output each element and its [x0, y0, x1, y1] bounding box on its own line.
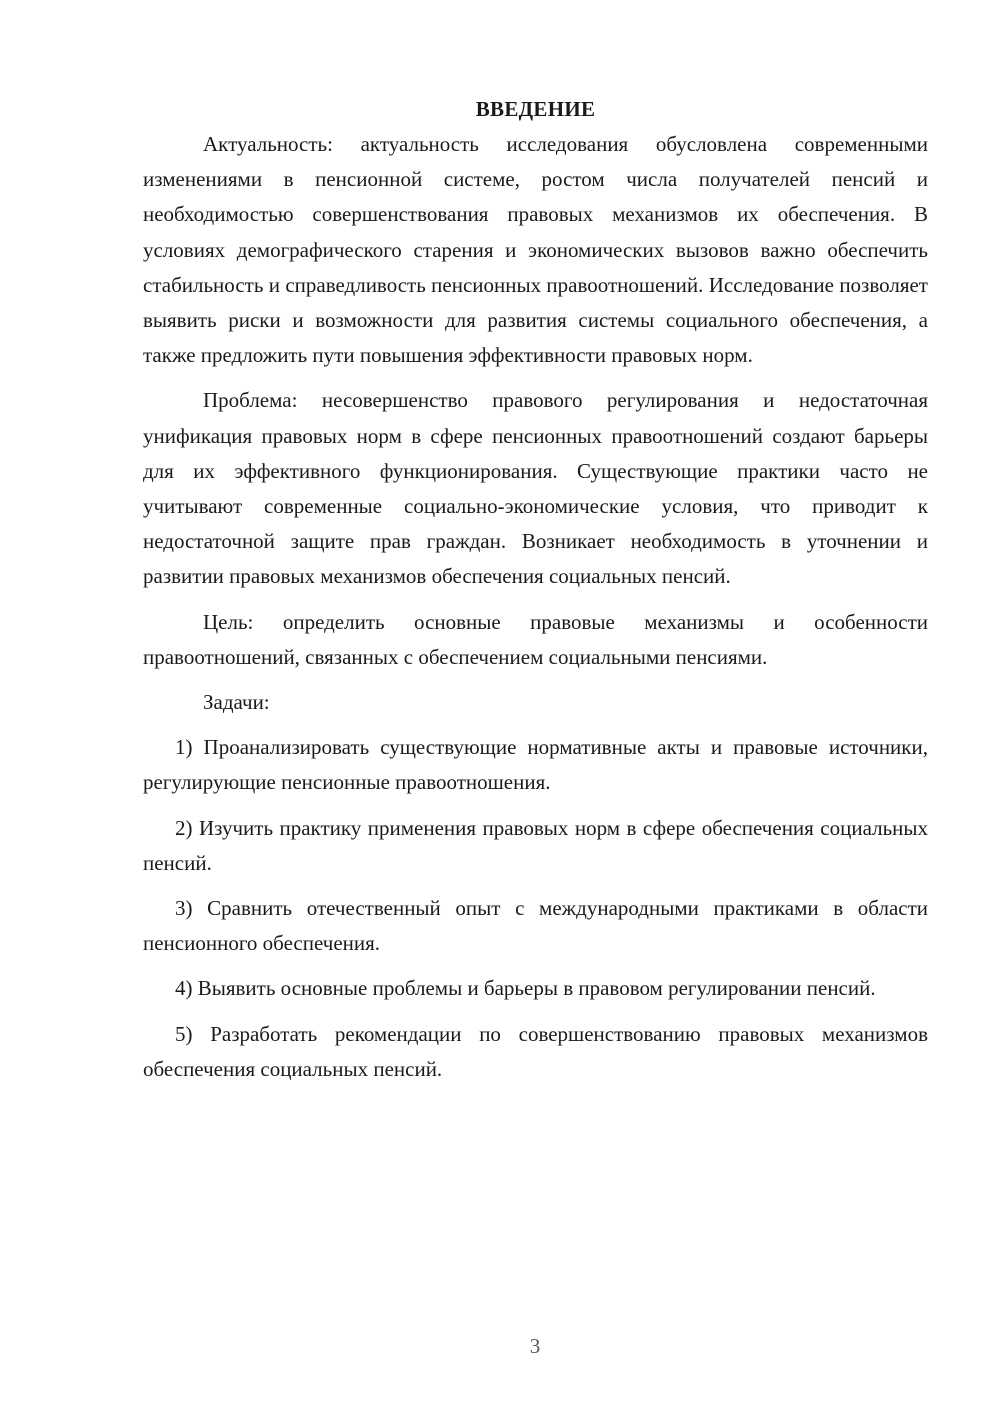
paragraph-relevance: Актуальность: актуальность исследования обусловлена современными изменениями в пенсионной системе, ростом числа получателей пенсий и необходимостью совершенствования правовых механизмов их обеспечения. В условиях демографического старения и экономических вызовов важно обеспечить стабильность и справедливость пенсионных правоотношений. Исследование позволяет выявить риски и возможности для развития системы социального обеспечения, а также предложить пути повышения эффективности правовых норм. — [143, 132, 928, 368]
task-item-2: 2) Изучить практику применения правовых норм в сфере обеспечения социальных пенсий. — [143, 815, 928, 875]
section-heading: ВВЕДЕНИЕ — [475, 97, 596, 121]
document-page — [143, 92, 928, 1087]
task-item-1: 1) Проанализировать существующие нормативные акты и правовые источники, регулирующие пенсионные правоотношения. — [143, 735, 928, 795]
paragraph-goal: Цель: определить основные правовые механизмы и особенности правоотношений, связанных с обеспечением социальными пенсиями. — [143, 609, 928, 669]
task-item-3: 3) Сравнить отечественный опыт с международными практиками в области пенсионного обеспечения. — [143, 896, 928, 956]
task-item-4: 4) Выявить основные проблемы и барьеры в правовом регулировании пенсий. — [175, 976, 876, 1001]
paragraph-problem: Проблема: несовершенство правового регулирования и недостаточная унификация правовых норм в сфере пенсионных правоотношений создают барьеры для их эффективного функционирования. Существующие практики часто не учитывают современные социально-экономические условия, что приводит к недостаточной защите прав граждан. Возникает необходимость в уточнении и развитии правовых механизмов обеспечения социальных пенсий. — [143, 388, 928, 589]
page-number: 3 — [529, 1334, 541, 1358]
tasks-label: Задачи: — [203, 690, 270, 715]
task-item-5: 5) Разработать рекомендации по совершенствованию правовых механизмов обеспечения социальных пенсий. — [143, 1021, 928, 1081]
